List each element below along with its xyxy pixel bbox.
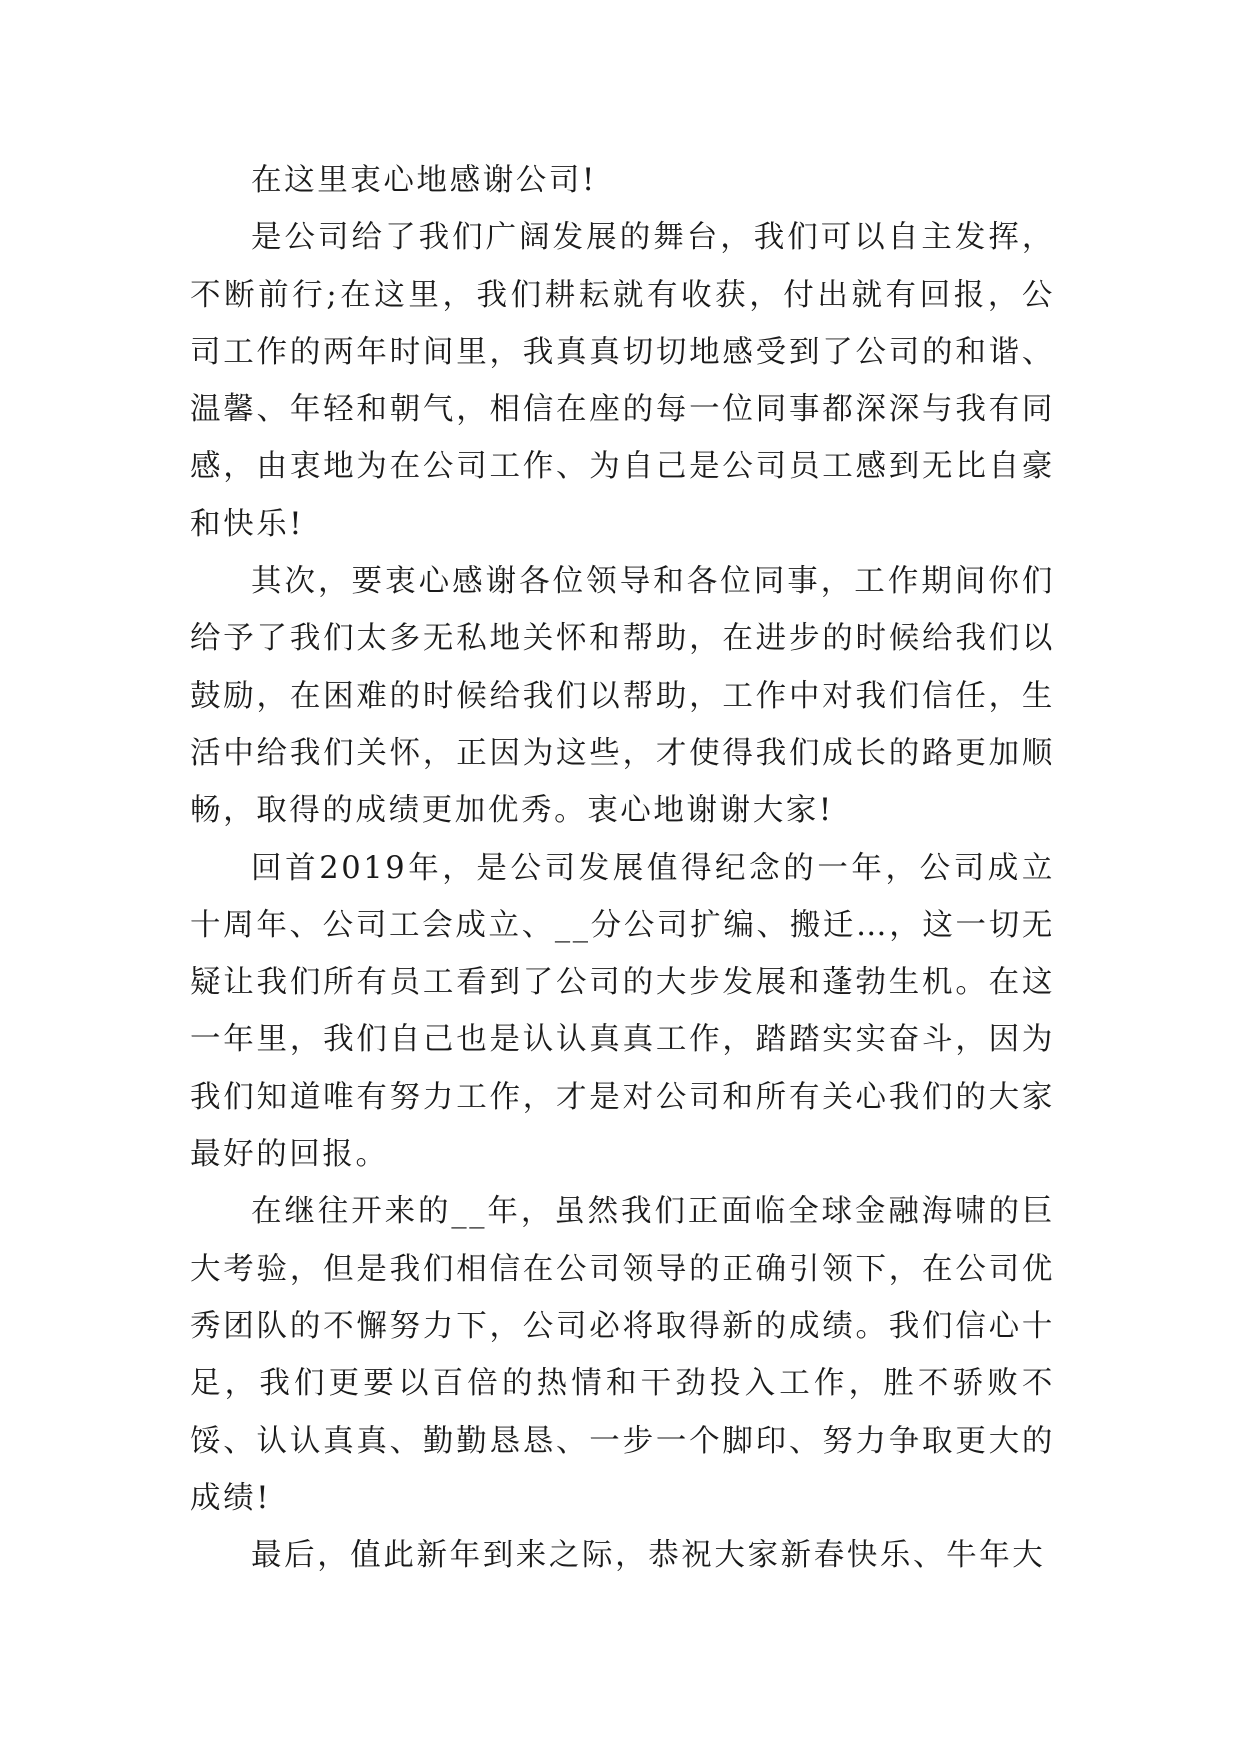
paragraph-thanks-company: 在这里衷心地感谢公司! xyxy=(251,163,597,198)
paragraph-thanks-colleagues: 其次，要衷心感谢各位领导和各位同事，工作期间你们给予了我们太多无私地关怀和帮助，在进步的时候给我们以鼓励，在困难的时候给我们以帮助，工作中对我们信任，生活中给我们关怀，正因为这些，才使得我们成长的路更加顺畅，取得的成绩更加优秀。衷心地谢谢大家! xyxy=(190,564,1055,829)
paragraph-new-year-wishes: 最后，值此新年到来之际，恭祝大家新春快乐、牛年大 xyxy=(251,1538,1046,1574)
document-body xyxy=(190,152,1055,1584)
paragraph-company-stage: 是公司给了我们广阔发展的舞台，我们可以自主发挥，不断前行;在这里，我们耕耘就有收获，付出就有回报，公司工作的两年时间里，我真真切切地感受到了公司的和谐、温馨、年轻和朝气，相信在座的每一位同事都深深与我有同感，由衷地为在公司工作、为自己是公司员工感到无比自豪和快乐! xyxy=(190,220,1055,542)
paragraph-future-outlook: 在继往开来的__年，虽然我们正面临全球金融海啸的巨大考验，但是我们相信在公司领导的正确引领下，在公司优秀团队的不懈努力下，公司必将取得新的成绩。我们信心十足，我们更要以百倍的热情和干劲投入工作，胜不骄败不馁、认认真真、勤勤恳恳、一步一个脚印、努力争取更大的成绩! xyxy=(190,1194,1055,1516)
paragraph-year-review: 回首2019年，是公司发展值得纪念的一年，公司成立十周年、公司工会成立、__分公司扩编、搬迁…，这一切无疑让我们所有员工看到了公司的大步发展和蓬勃生机。在这一年里，我们自己也是认认真真工作，踏踏实实奋斗，因为我们知道唯有努力工作，才是对公司和所有关心我们的大家最好的回报。 xyxy=(190,850,1055,1173)
